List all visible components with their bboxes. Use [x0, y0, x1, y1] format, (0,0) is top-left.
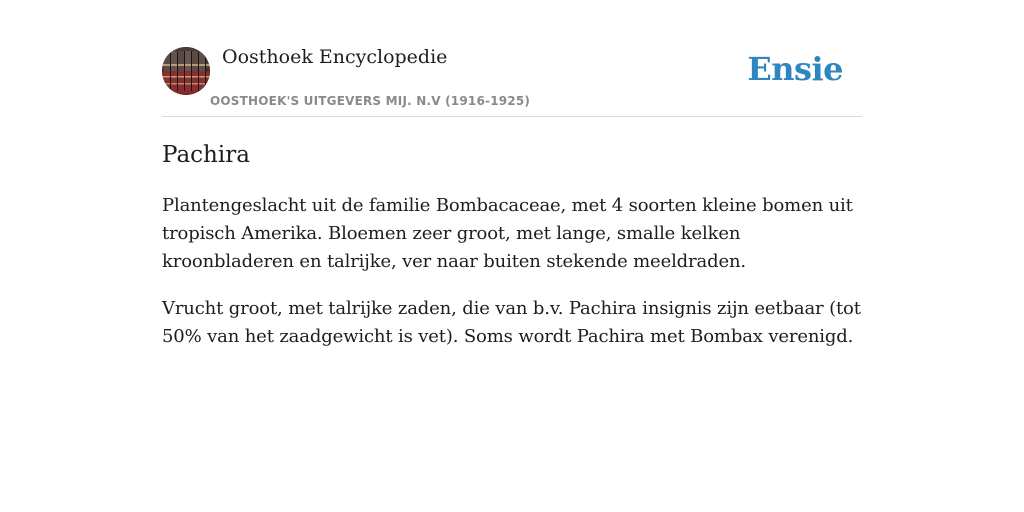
source-subtitle: OOSTHOEK'S UITGEVERS MIJ. N.V (1916-1925) — [210, 94, 531, 108]
book-spines-icon — [162, 47, 210, 95]
encyclopedia-books-avatar[interactable] — [162, 47, 210, 95]
article-paragraph: Plantengeslacht uit de familie Bombacaceae, met 4 soorten kleine bomen uit tropisch Amerika. Bloemen zeer groot, met lange, smalle kelken kroonbladeren en talrijke, ver naar buiten stekende meeldraden. — [162, 195, 853, 272]
article-paragraph: Vrucht groot, met talrijke zaden, die van b.v. Pachira insignis zijn eetbaar (tot 50% van het zaadgewicht is vet). Soms wordt Pachira met Bombax verenigd. — [162, 298, 861, 347]
article-title: Pachira — [162, 142, 250, 168]
source-header — [162, 40, 862, 117]
article — [162, 140, 862, 351]
source-title[interactable]: Oosthoek Encyclopedie — [222, 46, 448, 68]
ensie-logo-link[interactable]: Ensie — [747, 50, 843, 88]
